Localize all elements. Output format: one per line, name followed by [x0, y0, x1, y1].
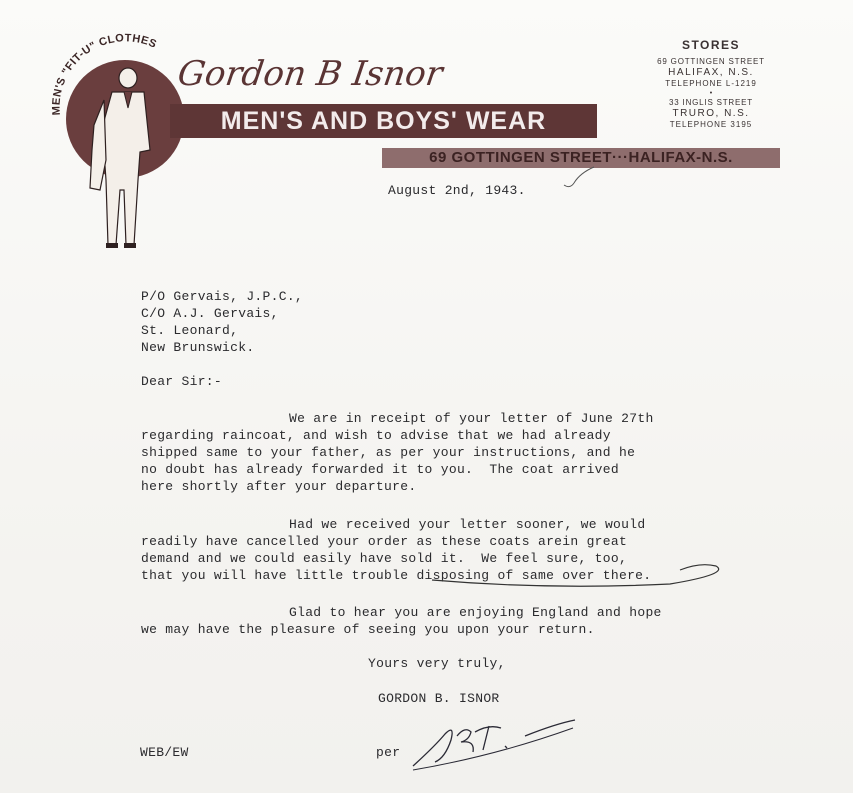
reference-initials: WEB/EW: [140, 745, 189, 760]
letter-date: August 2nd, 1943.: [388, 183, 526, 198]
p2-line-1: Had we received your letter sooner, we would: [289, 517, 646, 532]
handwritten-underline-icon: [430, 560, 730, 596]
recipient-line-2: C/O A.J. Gervais,: [141, 306, 279, 321]
address-band: 69 GOTTINGEN STREET···HALIFAX-N.S.: [382, 148, 780, 168]
handwritten-signature-icon: [405, 706, 580, 776]
p3-line-1: Glad to hear you are enjoying England and hope: [289, 605, 662, 620]
stores-heading: STORES: [681, 38, 741, 52]
signatory: GORDON B. ISNOR: [378, 691, 500, 706]
salutation: Dear Sir:-: [141, 374, 223, 389]
recipient-line-1: P/O Gervais, J.P.C.,: [141, 289, 304, 304]
store1-phone: TELEPHONE L-1219: [665, 79, 757, 88]
p1-line-5: here shortly after your departure.: [141, 479, 417, 494]
tagline-band: MEN'S AND BOYS' WEAR: [170, 104, 597, 138]
store2-phone: TELEPHONE 3195: [669, 120, 753, 129]
p2-line-4: that you will have little trouble disposing of same over there.: [141, 568, 652, 583]
store1-city: HALIFAX, N.S.: [668, 67, 754, 78]
stores-block: [626, 38, 796, 130]
store1-street: 69 GOTTINGEN STREET: [657, 57, 765, 66]
p1-line-1: We are in receipt of your letter of June 27th: [289, 411, 654, 426]
p1-line-4: no doubt has already forwarded it to you. The coat arrived: [141, 462, 619, 477]
logo-figure-icon: [40, 30, 190, 260]
closing: Yours very truly,: [368, 656, 506, 671]
store2-city: TRURO, N.S.: [672, 108, 750, 119]
date-checkmark-icon: [560, 165, 600, 195]
p1-line-3: shipped same to your father, as per your instructions, and he: [141, 445, 636, 460]
store2-street: 33 INGLIS STREET: [669, 98, 753, 107]
company-script-name: Gordon B Isnor: [175, 54, 445, 94]
per-label: per: [376, 745, 401, 760]
recipient-line-4: New Brunswick.: [141, 340, 255, 355]
store-separator: •: [709, 90, 713, 97]
p2-line-2: readily have cancelled your order as these coats arein great: [141, 534, 628, 549]
p1-line-2: regarding raincoat, and wish to advise that we had already: [141, 428, 611, 443]
logo-arc-text: MEN'S "FIT-U" CLOTHES: [50, 32, 159, 116]
recipient-line-3: St. Leonard,: [141, 323, 239, 338]
p2-line-3: demand and we could easily have sold it. We feel sure, too,: [141, 551, 628, 566]
p3-line-2: we may have the pleasure of seeing you upon your return.: [141, 622, 595, 637]
